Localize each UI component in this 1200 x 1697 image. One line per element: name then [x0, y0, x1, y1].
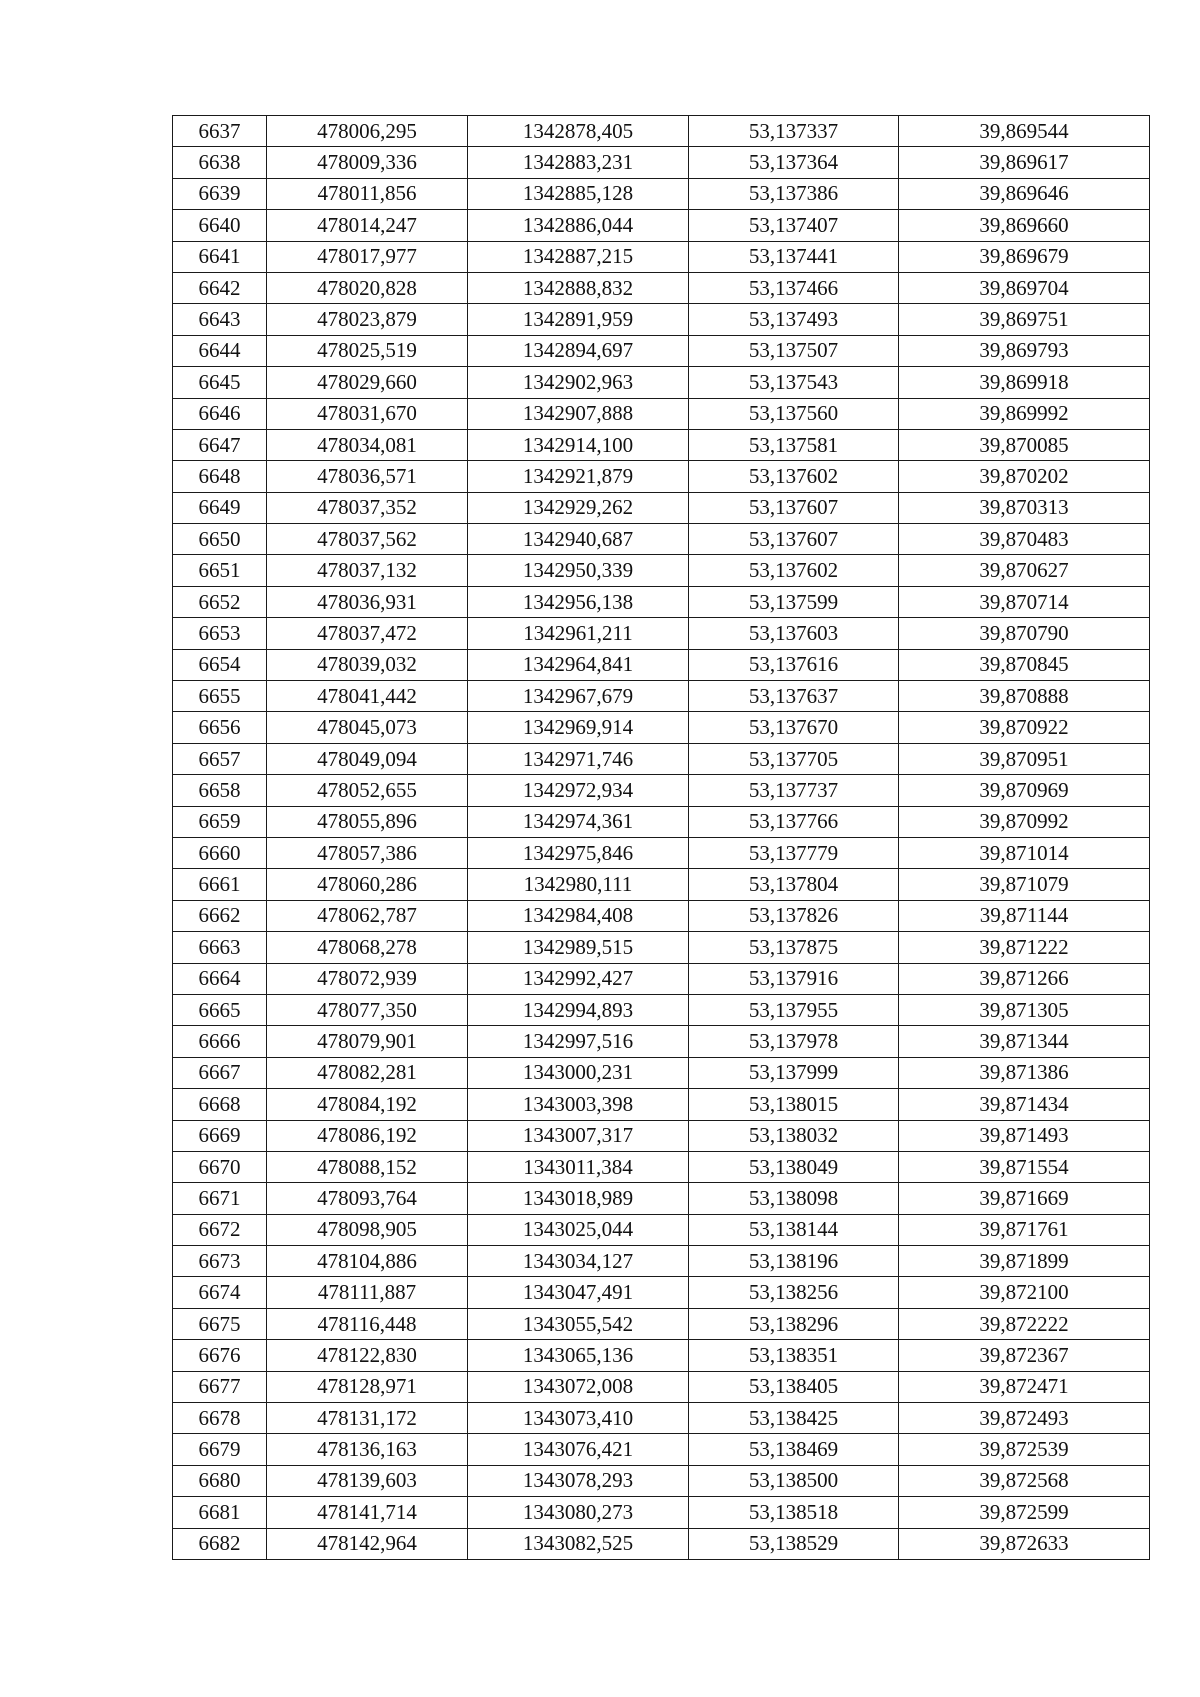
x-coordinate-cell: 478055,896: [267, 806, 468, 837]
longitude-cell: 39,871493: [899, 1120, 1150, 1151]
latitude-cell: 53,137543: [689, 367, 899, 398]
y-coordinate-cell: 1342914,100: [468, 429, 689, 460]
table-row: [173, 1151, 1150, 1182]
longitude-cell: 39,869992: [899, 398, 1150, 429]
table-row: [173, 178, 1150, 209]
longitude-cell: 39,870085: [899, 429, 1150, 460]
x-coordinate-cell: 478037,352: [267, 492, 468, 523]
x-coordinate-cell: 478031,670: [267, 398, 468, 429]
longitude-cell: 39,871344: [899, 1026, 1150, 1057]
longitude-cell: 39,869646: [899, 178, 1150, 209]
table-row: [173, 932, 1150, 963]
longitude-cell: 39,869918: [899, 367, 1150, 398]
point-number-cell: 6651: [173, 555, 267, 586]
table-row: [173, 743, 1150, 774]
y-coordinate-cell: 1342975,846: [468, 837, 689, 868]
point-number-cell: 6673: [173, 1246, 267, 1277]
point-number-cell: 6637: [173, 116, 267, 147]
y-coordinate-cell: 1342885,128: [468, 178, 689, 209]
point-number-cell: 6671: [173, 1183, 267, 1214]
y-coordinate-cell: 1342961,211: [468, 618, 689, 649]
longitude-cell: 39,870992: [899, 806, 1150, 837]
longitude-cell: 39,871305: [899, 994, 1150, 1025]
latitude-cell: 53,137602: [689, 461, 899, 492]
y-coordinate-cell: 1343018,989: [468, 1183, 689, 1214]
latitude-cell: 53,138425: [689, 1403, 899, 1434]
point-number-cell: 6658: [173, 775, 267, 806]
point-number-cell: 6640: [173, 210, 267, 241]
longitude-cell: 39,872471: [899, 1371, 1150, 1402]
point-number-cell: 6662: [173, 900, 267, 931]
x-coordinate-cell: 478084,192: [267, 1089, 468, 1120]
longitude-cell: 39,871014: [899, 837, 1150, 868]
y-coordinate-cell: 1343078,293: [468, 1465, 689, 1496]
point-number-cell: 6650: [173, 524, 267, 555]
latitude-cell: 53,137670: [689, 712, 899, 743]
latitude-cell: 53,137493: [689, 304, 899, 335]
x-coordinate-cell: 478017,977: [267, 241, 468, 272]
point-number-cell: 6656: [173, 712, 267, 743]
y-coordinate-cell: 1342971,746: [468, 743, 689, 774]
y-coordinate-cell: 1342950,339: [468, 555, 689, 586]
table-row: [173, 1497, 1150, 1528]
y-coordinate-cell: 1342883,231: [468, 147, 689, 178]
point-number-cell: 6665: [173, 994, 267, 1025]
y-coordinate-cell: 1342921,879: [468, 461, 689, 492]
latitude-cell: 53,137337: [689, 116, 899, 147]
table-row: [173, 806, 1150, 837]
longitude-cell: 39,869793: [899, 335, 1150, 366]
point-number-cell: 6661: [173, 869, 267, 900]
point-number-cell: 6669: [173, 1120, 267, 1151]
y-coordinate-cell: 1342972,934: [468, 775, 689, 806]
table-row: [173, 775, 1150, 806]
y-coordinate-cell: 1342888,832: [468, 272, 689, 303]
latitude-cell: 53,137560: [689, 398, 899, 429]
latitude-cell: 53,137607: [689, 524, 899, 555]
x-coordinate-cell: 478122,830: [267, 1340, 468, 1371]
longitude-cell: 39,871554: [899, 1151, 1150, 1182]
x-coordinate-cell: 478082,281: [267, 1057, 468, 1088]
y-coordinate-cell: 1342997,516: [468, 1026, 689, 1057]
y-coordinate-cell: 1343073,410: [468, 1403, 689, 1434]
point-number-cell: 6675: [173, 1308, 267, 1339]
latitude-cell: 53,137364: [689, 147, 899, 178]
latitude-cell: 53,137602: [689, 555, 899, 586]
latitude-cell: 53,137441: [689, 241, 899, 272]
table-row: [173, 869, 1150, 900]
latitude-cell: 53,137826: [689, 900, 899, 931]
table-row: [173, 272, 1150, 303]
point-number-cell: 6652: [173, 586, 267, 617]
table-row: [173, 1089, 1150, 1120]
table-row: [173, 524, 1150, 555]
table-row: [173, 1340, 1150, 1371]
x-coordinate-cell: 478052,655: [267, 775, 468, 806]
table-row: [173, 304, 1150, 335]
y-coordinate-cell: 1342887,215: [468, 241, 689, 272]
y-coordinate-cell: 1343025,044: [468, 1214, 689, 1245]
table-row: [173, 900, 1150, 931]
x-coordinate-cell: 478039,032: [267, 649, 468, 680]
x-coordinate-cell: 478086,192: [267, 1120, 468, 1151]
point-number-cell: 6638: [173, 147, 267, 178]
latitude-cell: 53,138015: [689, 1089, 899, 1120]
point-number-cell: 6663: [173, 932, 267, 963]
longitude-cell: 39,870969: [899, 775, 1150, 806]
table-row: [173, 429, 1150, 460]
x-coordinate-cell: 478041,442: [267, 681, 468, 712]
longitude-cell: 39,870483: [899, 524, 1150, 555]
x-coordinate-cell: 478093,764: [267, 1183, 468, 1214]
y-coordinate-cell: 1342929,262: [468, 492, 689, 523]
point-number-cell: 6681: [173, 1497, 267, 1528]
y-coordinate-cell: 1342969,914: [468, 712, 689, 743]
table-row: [173, 492, 1150, 523]
x-coordinate-cell: 478072,939: [267, 963, 468, 994]
longitude-cell: 39,872539: [899, 1434, 1150, 1465]
longitude-cell: 39,870627: [899, 555, 1150, 586]
longitude-cell: 39,872222: [899, 1308, 1150, 1339]
x-coordinate-cell: 478020,828: [267, 272, 468, 303]
longitude-cell: 39,871266: [899, 963, 1150, 994]
table-row: [173, 1465, 1150, 1496]
coordinates-table: [172, 115, 1150, 1560]
table-row: [173, 1246, 1150, 1277]
x-coordinate-cell: 478128,971: [267, 1371, 468, 1402]
x-coordinate-cell: 478049,094: [267, 743, 468, 774]
latitude-cell: 53,137607: [689, 492, 899, 523]
latitude-cell: 53,138049: [689, 1151, 899, 1182]
latitude-cell: 53,138351: [689, 1340, 899, 1371]
latitude-cell: 53,137616: [689, 649, 899, 680]
latitude-cell: 53,138529: [689, 1528, 899, 1559]
point-number-cell: 6657: [173, 743, 267, 774]
y-coordinate-cell: 1343055,542: [468, 1308, 689, 1339]
table-row: [173, 241, 1150, 272]
longitude-cell: 39,870714: [899, 586, 1150, 617]
table-row: [173, 1120, 1150, 1151]
point-number-cell: 6667: [173, 1057, 267, 1088]
table-row: [173, 712, 1150, 743]
table-row: [173, 335, 1150, 366]
x-coordinate-cell: 478036,931: [267, 586, 468, 617]
latitude-cell: 53,138098: [689, 1183, 899, 1214]
point-number-cell: 6666: [173, 1026, 267, 1057]
y-coordinate-cell: 1342956,138: [468, 586, 689, 617]
x-coordinate-cell: 478036,571: [267, 461, 468, 492]
x-coordinate-cell: 478136,163: [267, 1434, 468, 1465]
latitude-cell: 53,137804: [689, 869, 899, 900]
y-coordinate-cell: 1342894,697: [468, 335, 689, 366]
x-coordinate-cell: 478037,132: [267, 555, 468, 586]
x-coordinate-cell: 478029,660: [267, 367, 468, 398]
longitude-cell: 39,871222: [899, 932, 1150, 963]
table-row: [173, 1371, 1150, 1402]
table-row: [173, 837, 1150, 868]
x-coordinate-cell: 478104,886: [267, 1246, 468, 1277]
point-number-cell: 6670: [173, 1151, 267, 1182]
y-coordinate-cell: 1342878,405: [468, 116, 689, 147]
latitude-cell: 53,138256: [689, 1277, 899, 1308]
table-row: [173, 1308, 1150, 1339]
longitude-cell: 39,869617: [899, 147, 1150, 178]
y-coordinate-cell: 1343076,421: [468, 1434, 689, 1465]
y-coordinate-cell: 1343000,231: [468, 1057, 689, 1088]
latitude-cell: 53,137955: [689, 994, 899, 1025]
longitude-cell: 39,871079: [899, 869, 1150, 900]
longitude-cell: 39,869704: [899, 272, 1150, 303]
point-number-cell: 6659: [173, 806, 267, 837]
y-coordinate-cell: 1342886,044: [468, 210, 689, 241]
point-number-cell: 6653: [173, 618, 267, 649]
point-number-cell: 6646: [173, 398, 267, 429]
point-number-cell: 6641: [173, 241, 267, 272]
y-coordinate-cell: 1342891,959: [468, 304, 689, 335]
point-number-cell: 6679: [173, 1434, 267, 1465]
x-coordinate-cell: 478034,081: [267, 429, 468, 460]
y-coordinate-cell: 1342974,361: [468, 806, 689, 837]
y-coordinate-cell: 1343065,136: [468, 1340, 689, 1371]
longitude-cell: 39,871434: [899, 1089, 1150, 1120]
latitude-cell: 53,137603: [689, 618, 899, 649]
x-coordinate-cell: 478077,350: [267, 994, 468, 1025]
table-body: [173, 116, 1150, 1560]
table-row: [173, 1277, 1150, 1308]
table-row: [173, 461, 1150, 492]
point-number-cell: 6642: [173, 272, 267, 303]
y-coordinate-cell: 1343003,398: [468, 1089, 689, 1120]
y-coordinate-cell: 1342964,841: [468, 649, 689, 680]
point-number-cell: 6682: [173, 1528, 267, 1559]
table-row: [173, 1183, 1150, 1214]
x-coordinate-cell: 478068,278: [267, 932, 468, 963]
y-coordinate-cell: 1343034,127: [468, 1246, 689, 1277]
y-coordinate-cell: 1342940,687: [468, 524, 689, 555]
table-row: [173, 116, 1150, 147]
latitude-cell: 53,137386: [689, 178, 899, 209]
latitude-cell: 53,138032: [689, 1120, 899, 1151]
y-coordinate-cell: 1342992,427: [468, 963, 689, 994]
point-number-cell: 6668: [173, 1089, 267, 1120]
table-row: [173, 994, 1150, 1025]
y-coordinate-cell: 1343011,384: [468, 1151, 689, 1182]
point-number-cell: 6643: [173, 304, 267, 335]
latitude-cell: 53,137875: [689, 932, 899, 963]
x-coordinate-cell: 478062,787: [267, 900, 468, 931]
latitude-cell: 53,138518: [689, 1497, 899, 1528]
x-coordinate-cell: 478060,286: [267, 869, 468, 900]
latitude-cell: 53,137766: [689, 806, 899, 837]
table-row: [173, 210, 1150, 241]
latitude-cell: 53,137999: [689, 1057, 899, 1088]
x-coordinate-cell: 478116,448: [267, 1308, 468, 1339]
table-row: [173, 367, 1150, 398]
longitude-cell: 39,872633: [899, 1528, 1150, 1559]
longitude-cell: 39,872493: [899, 1403, 1150, 1434]
point-number-cell: 6677: [173, 1371, 267, 1402]
longitude-cell: 39,872100: [899, 1277, 1150, 1308]
y-coordinate-cell: 1343082,525: [468, 1528, 689, 1559]
y-coordinate-cell: 1342989,515: [468, 932, 689, 963]
point-number-cell: 6647: [173, 429, 267, 460]
point-number-cell: 6674: [173, 1277, 267, 1308]
table-row: [173, 586, 1150, 617]
latitude-cell: 53,137581: [689, 429, 899, 460]
longitude-cell: 39,870202: [899, 461, 1150, 492]
latitude-cell: 53,138144: [689, 1214, 899, 1245]
latitude-cell: 53,137407: [689, 210, 899, 241]
table-row: [173, 1214, 1150, 1245]
latitude-cell: 53,138469: [689, 1434, 899, 1465]
x-coordinate-cell: 478045,073: [267, 712, 468, 743]
point-number-cell: 6672: [173, 1214, 267, 1245]
x-coordinate-cell: 478057,386: [267, 837, 468, 868]
x-coordinate-cell: 478037,472: [267, 618, 468, 649]
longitude-cell: 39,869544: [899, 116, 1150, 147]
x-coordinate-cell: 478139,603: [267, 1465, 468, 1496]
y-coordinate-cell: 1342994,893: [468, 994, 689, 1025]
x-coordinate-cell: 478141,714: [267, 1497, 468, 1528]
longitude-cell: 39,870845: [899, 649, 1150, 680]
x-coordinate-cell: 478142,964: [267, 1528, 468, 1559]
latitude-cell: 53,137779: [689, 837, 899, 868]
point-number-cell: 6648: [173, 461, 267, 492]
point-number-cell: 6678: [173, 1403, 267, 1434]
point-number-cell: 6664: [173, 963, 267, 994]
x-coordinate-cell: 478111,887: [267, 1277, 468, 1308]
longitude-cell: 39,870313: [899, 492, 1150, 523]
longitude-cell: 39,870790: [899, 618, 1150, 649]
point-number-cell: 6655: [173, 681, 267, 712]
latitude-cell: 53,137978: [689, 1026, 899, 1057]
table-row: [173, 1434, 1150, 1465]
table-row: [173, 963, 1150, 994]
x-coordinate-cell: 478037,562: [267, 524, 468, 555]
longitude-cell: 39,871761: [899, 1214, 1150, 1245]
latitude-cell: 53,137599: [689, 586, 899, 617]
latitude-cell: 53,137466: [689, 272, 899, 303]
table-row: [173, 398, 1150, 429]
x-coordinate-cell: 478079,901: [267, 1026, 468, 1057]
point-number-cell: 6649: [173, 492, 267, 523]
y-coordinate-cell: 1342907,888: [468, 398, 689, 429]
point-number-cell: 6639: [173, 178, 267, 209]
point-number-cell: 6645: [173, 367, 267, 398]
latitude-cell: 53,137737: [689, 775, 899, 806]
y-coordinate-cell: 1342984,408: [468, 900, 689, 931]
latitude-cell: 53,137916: [689, 963, 899, 994]
longitude-cell: 39,872599: [899, 1497, 1150, 1528]
latitude-cell: 53,138296: [689, 1308, 899, 1339]
latitude-cell: 53,138500: [689, 1465, 899, 1496]
latitude-cell: 53,138196: [689, 1246, 899, 1277]
longitude-cell: 39,871899: [899, 1246, 1150, 1277]
latitude-cell: 53,137637: [689, 681, 899, 712]
table-row: [173, 1528, 1150, 1559]
table-row: [173, 649, 1150, 680]
point-number-cell: 6654: [173, 649, 267, 680]
x-coordinate-cell: 478025,519: [267, 335, 468, 366]
y-coordinate-cell: 1342980,111: [468, 869, 689, 900]
point-number-cell: 6680: [173, 1465, 267, 1496]
table-row: [173, 147, 1150, 178]
table-row: [173, 681, 1150, 712]
x-coordinate-cell: 478006,295: [267, 116, 468, 147]
x-coordinate-cell: 478088,152: [267, 1151, 468, 1182]
latitude-cell: 53,138405: [689, 1371, 899, 1402]
x-coordinate-cell: 478131,172: [267, 1403, 468, 1434]
table-row: [173, 1026, 1150, 1057]
longitude-cell: 39,869679: [899, 241, 1150, 272]
point-number-cell: 6660: [173, 837, 267, 868]
latitude-cell: 53,137507: [689, 335, 899, 366]
y-coordinate-cell: 1342902,963: [468, 367, 689, 398]
longitude-cell: 39,869660: [899, 210, 1150, 241]
longitude-cell: 39,871144: [899, 900, 1150, 931]
x-coordinate-cell: 478014,247: [267, 210, 468, 241]
x-coordinate-cell: 478098,905: [267, 1214, 468, 1245]
x-coordinate-cell: 478011,856: [267, 178, 468, 209]
longitude-cell: 39,872367: [899, 1340, 1150, 1371]
y-coordinate-cell: 1343007,317: [468, 1120, 689, 1151]
longitude-cell: 39,870951: [899, 743, 1150, 774]
longitude-cell: 39,871386: [899, 1057, 1150, 1088]
longitude-cell: 39,871669: [899, 1183, 1150, 1214]
point-number-cell: 6644: [173, 335, 267, 366]
longitude-cell: 39,869751: [899, 304, 1150, 335]
y-coordinate-cell: 1343047,491: [468, 1277, 689, 1308]
latitude-cell: 53,137705: [689, 743, 899, 774]
x-coordinate-cell: 478009,336: [267, 147, 468, 178]
table-row: [173, 555, 1150, 586]
longitude-cell: 39,870888: [899, 681, 1150, 712]
point-number-cell: 6676: [173, 1340, 267, 1371]
x-coordinate-cell: 478023,879: [267, 304, 468, 335]
table-row: [173, 618, 1150, 649]
y-coordinate-cell: 1342967,679: [468, 681, 689, 712]
longitude-cell: 39,872568: [899, 1465, 1150, 1496]
y-coordinate-cell: 1343080,273: [468, 1497, 689, 1528]
table-row: [173, 1057, 1150, 1088]
y-coordinate-cell: 1343072,008: [468, 1371, 689, 1402]
longitude-cell: 39,870922: [899, 712, 1150, 743]
table-row: [173, 1403, 1150, 1434]
